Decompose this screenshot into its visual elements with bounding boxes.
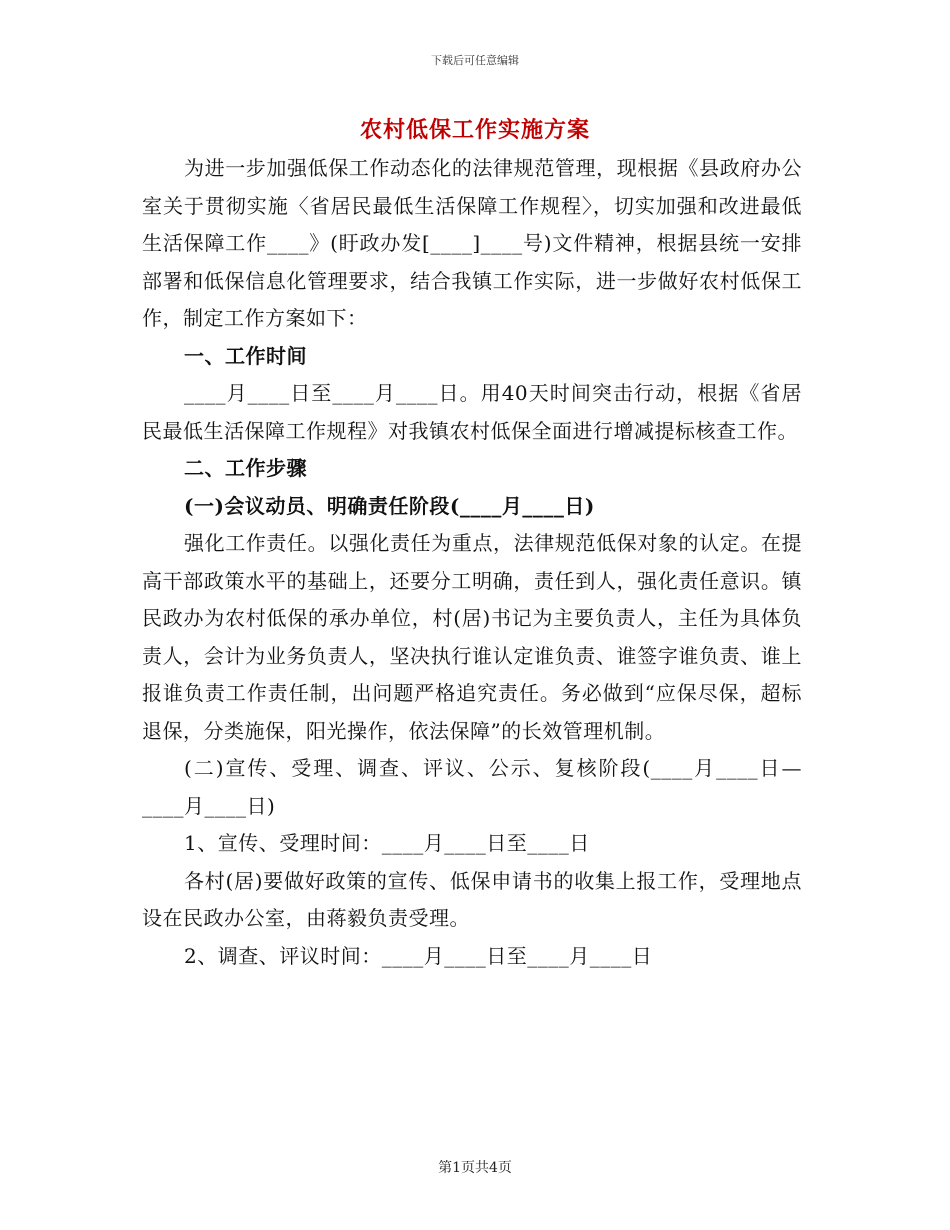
publicity-paragraph: 各村(居)要做好政策的宣传、低保申请书的收集上报工作，受理地点设在民政办公室，由蒋毅负责受理。 <box>142 868 802 930</box>
page-header: 下载后可任意编辑 <box>431 54 519 67</box>
responsibility-paragraph: 强化工作责任。以强化责任为重点，法律规范低保对象的认定。在提高干部政策水平的基础上，还要分工明确，责任到人，强化责任意识。镇民政办为农村低保的承办单位，村(居)书记为主要负责人，主任为具体负责人，会计为业务负责人，坚决执行谁认定谁负责、谁签字谁负责、谁上报谁负责工作责任制，出问题严格追究责任。务必做到“应保尽保，超标退保，分类施保，阳光操作，依法保障”的长效管理机制。 <box>142 531 802 743</box>
document-body <box>142 150 802 975</box>
subsection-heading-publicity: (二)宣传、受理、调查、评议、公示、复核阶段(____月____日—____月____日) <box>142 756 802 818</box>
subsection-heading-mobilization: (一)会议动员、明确责任阶段(____月____日) <box>184 493 595 518</box>
work-time-paragraph: ____月____日至____月____日。用40天时间突击行动，根据《省居民最低生活保障工作规程》对我镇农村低保全面进行增减提标核查工作。 <box>142 381 802 443</box>
document-title: 农村低保工作实施方案 <box>359 117 590 143</box>
section-heading-work-steps: 二、工作步骤 <box>184 456 307 480</box>
section-heading-work-time: 一、工作时间 <box>184 343 307 368</box>
intro-paragraph: 为进一步加强低保工作动态化的法律规范管理，现根据《县政府办公室关于贯彻实施〈省居民最低生活保障工作规程〉，切实加强和改进最低生活保障工作____》(盱政办发[____]____号)文件精神，根据县统一安排部署和低保信息化管理要求，结合我镇工作实际，进一步做好农村低保工作，制定工作方案如下： <box>142 156 802 330</box>
survey-time-line: 2、调查、评议时间：____月____日至____月____日 <box>184 943 653 968</box>
publicity-time-line: 1、宣传、受理时间：____月____日至____日 <box>184 831 590 855</box>
page-footer: 第1页共4页 <box>438 1160 512 1176</box>
